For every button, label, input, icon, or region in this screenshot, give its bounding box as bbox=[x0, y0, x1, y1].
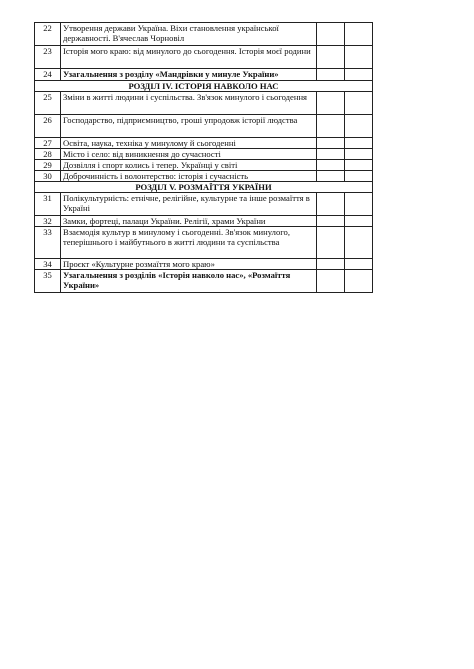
empty-cell-notes bbox=[345, 171, 373, 182]
lesson-topic-cell: Дозвілля і спорт колись і тепер. Українці у світі bbox=[61, 160, 317, 171]
table-row bbox=[35, 259, 373, 270]
empty-cell-date bbox=[317, 115, 345, 138]
lesson-topic-cell: Взаємодія культур в минулому і сьогоденні. Зв'язок минулого, теперішнього і майбутнього в житті людини та суспільства bbox=[61, 227, 317, 259]
lesson-plan-table bbox=[34, 22, 373, 293]
lesson-topic-cell: Замки, фортеці, палаци України. Релігії, храми України bbox=[61, 216, 317, 227]
lesson-number-cell: 31 bbox=[35, 193, 61, 216]
empty-cell-notes bbox=[345, 115, 373, 138]
empty-cell-date bbox=[317, 193, 345, 216]
lesson-topic-cell: Доброчинність і волонтерство: історія і сучасність bbox=[61, 171, 317, 182]
table-row bbox=[35, 227, 373, 259]
empty-cell-notes bbox=[345, 138, 373, 149]
empty-cell-notes bbox=[345, 216, 373, 227]
empty-cell-notes bbox=[345, 193, 373, 216]
section-header-row bbox=[35, 81, 373, 92]
empty-cell-notes bbox=[345, 160, 373, 171]
lesson-number-cell: 25 bbox=[35, 92, 61, 115]
lesson-number-cell: 35 bbox=[35, 270, 61, 293]
lesson-number-cell: 23 bbox=[35, 46, 61, 69]
empty-cell-notes bbox=[345, 270, 373, 293]
table-row bbox=[35, 138, 373, 149]
section-title: РОЗДІЛ V. РОЗМАЇТТЯ УКРАЇНИ bbox=[35, 182, 373, 193]
empty-cell-notes bbox=[345, 92, 373, 115]
lesson-topic-cell: Узагальнення з розділів «Історія навколо нас», «Розмаїття України» bbox=[61, 270, 317, 293]
empty-cell-notes bbox=[345, 46, 373, 69]
lesson-number-cell: 30 bbox=[35, 171, 61, 182]
lesson-number-cell: 32 bbox=[35, 216, 61, 227]
empty-cell-date bbox=[317, 23, 345, 46]
section-title: РОЗДІЛ IV. ІСТОРІЯ НАВКОЛО НАС bbox=[35, 81, 373, 92]
empty-cell-notes bbox=[345, 23, 373, 46]
lesson-number-cell: 28 bbox=[35, 149, 61, 160]
table-row bbox=[35, 115, 373, 138]
empty-cell-date bbox=[317, 259, 345, 270]
table-row bbox=[35, 160, 373, 171]
empty-cell-date bbox=[317, 92, 345, 115]
table-row bbox=[35, 92, 373, 115]
table-row bbox=[35, 193, 373, 216]
lesson-topic-cell: Утворення держави Україна. Віхи становлення української державності. В'ячеслав Чорновіл bbox=[61, 23, 317, 46]
lesson-number-cell: 34 bbox=[35, 259, 61, 270]
empty-cell-date bbox=[317, 69, 345, 81]
section-header-row bbox=[35, 182, 373, 193]
lesson-topic-cell: Господарство, підприємництво, гроші упродовж історії людства bbox=[61, 115, 317, 138]
lesson-topic-cell: Проєкт «Культурне розмаїття мого краю» bbox=[61, 259, 317, 270]
lesson-plan-body bbox=[35, 23, 373, 293]
empty-cell-notes bbox=[345, 259, 373, 270]
empty-cell-date bbox=[317, 46, 345, 69]
table-row bbox=[35, 171, 373, 182]
lesson-number-cell: 29 bbox=[35, 160, 61, 171]
lesson-number-cell: 27 bbox=[35, 138, 61, 149]
lesson-topic-cell: Освіта, наука, техніка у минулому й сьогоденні bbox=[61, 138, 317, 149]
empty-cell-date bbox=[317, 171, 345, 182]
lesson-number-cell: 22 bbox=[35, 23, 61, 46]
lesson-topic-cell: Полікультурність: етнічне, релігійне, культурне та інше розмаїття в Україні bbox=[61, 193, 317, 216]
empty-cell-notes bbox=[345, 227, 373, 259]
table-row bbox=[35, 270, 373, 293]
lesson-number-cell: 33 bbox=[35, 227, 61, 259]
table-row bbox=[35, 23, 373, 46]
empty-cell-date bbox=[317, 270, 345, 293]
empty-cell-date bbox=[317, 227, 345, 259]
lesson-number-cell: 24 bbox=[35, 69, 61, 81]
lesson-topic-cell: Узагальнення з розділу «Мандрівки у минуле України» bbox=[61, 69, 317, 81]
table-row bbox=[35, 46, 373, 69]
lesson-topic-cell: Місто і село: від виникнення до сучасності bbox=[61, 149, 317, 160]
empty-cell-notes bbox=[345, 69, 373, 81]
lesson-number-cell: 26 bbox=[35, 115, 61, 138]
table-row bbox=[35, 69, 373, 81]
empty-cell-date bbox=[317, 160, 345, 171]
lesson-topic-cell: Історія мого краю: від минулого до сьогодення. Історія моєї родини bbox=[61, 46, 317, 69]
empty-cell-date bbox=[317, 216, 345, 227]
lesson-topic-cell: Зміни в житті людини і суспільства. Зв'язок минулого і сьогодення bbox=[61, 92, 317, 115]
empty-cell-date bbox=[317, 149, 345, 160]
table-row bbox=[35, 149, 373, 160]
empty-cell-notes bbox=[345, 149, 373, 160]
empty-cell-date bbox=[317, 138, 345, 149]
table-row bbox=[35, 216, 373, 227]
